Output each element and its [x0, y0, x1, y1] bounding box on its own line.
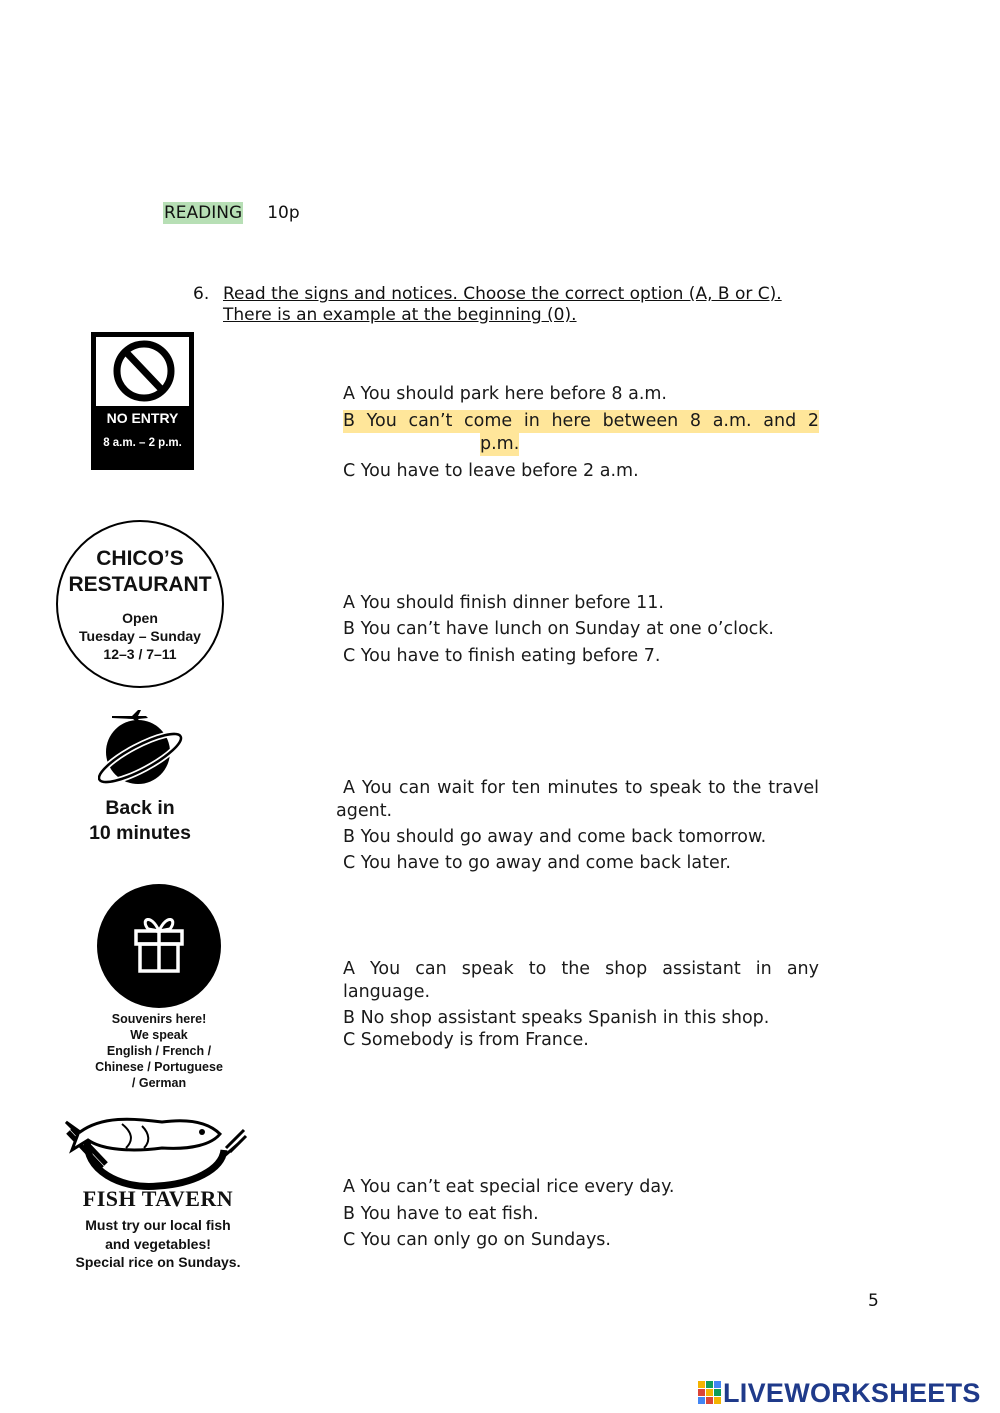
- chico-hours: 12–3 / 7–11: [103, 646, 177, 662]
- chico-days: Tuesday – Sunday: [79, 628, 201, 644]
- q3-option-c[interactable]: C Somebody is from France.: [343, 1030, 589, 1050]
- fish-line-3: Special rice on Sundays.: [75, 1254, 241, 1270]
- q1-option-a[interactable]: A You should finish dinner before 11.: [343, 593, 664, 613]
- q2-option-a[interactable]: A You can wait for ten minutes to speak to the travel agent.: [336, 778, 819, 821]
- travel-line-1: Back in: [105, 797, 175, 819]
- fish-plate-icon: [62, 1110, 248, 1192]
- souvenirs-line-1: Souvenirs here!: [111, 1012, 207, 1026]
- fish-line-1: Must try our local fish: [85, 1217, 231, 1233]
- gift-icon: [96, 883, 222, 1009]
- q1-option-b[interactable]: B You can’t have lunch on Sunday at one o’clock.: [343, 619, 774, 639]
- q3-option-a[interactable]: A You can speak to the shop assistant in any language.: [343, 959, 819, 1002]
- chico-name-1: CHICO’S: [96, 547, 184, 570]
- no-entry-title: NO ENTRY: [106, 410, 179, 426]
- q0-option-b-line2: p.m.: [480, 434, 520, 454]
- no-entry-sign: [91, 332, 194, 470]
- q4-option-a[interactable]: A You can’t eat special rice every day.: [343, 1177, 675, 1197]
- q0-option-b[interactable]: [343, 410, 819, 433]
- travel-sign-text: [70, 796, 210, 846]
- q2-option-c[interactable]: C You have to go away and come back later.: [343, 853, 731, 873]
- q0-option-a[interactable]: A You should park here before 8 a.m.: [343, 384, 667, 404]
- fish-line-2: and vegetables!: [105, 1235, 211, 1252]
- logo-icon: [698, 1381, 722, 1405]
- section-points: 10p: [267, 203, 300, 223]
- logo-text: LIVEWORKSHEETS: [723, 1378, 981, 1408]
- chico-name-2: RESTAURANT: [68, 573, 212, 596]
- q4-option-c[interactable]: C You can only go on Sundays.: [343, 1230, 611, 1250]
- souvenirs-line-3: English / French /: [106, 1044, 212, 1058]
- globe-plane-icon: [98, 706, 190, 788]
- fish-tavern-title: FISH TAVERN: [82, 1186, 234, 1211]
- fish-sign-text: [60, 1216, 256, 1272]
- q2-option-b[interactable]: B You should go away and come back tomorrow.: [343, 827, 767, 847]
- q3-option-b[interactable]: B No shop assistant speaks Spanish in this shop.: [343, 1008, 770, 1028]
- instruction-number: 6.: [193, 284, 210, 304]
- liveworksheets-logo[interactable]: [698, 1378, 981, 1409]
- page-number: 5: [868, 1291, 879, 1311]
- chicos-restaurant-sign: [56, 520, 224, 688]
- chico-open: Open: [122, 610, 158, 626]
- souvenirs-line-4: Chinese / Portuguese: [95, 1060, 223, 1074]
- souvenirs-sign-text: [74, 1011, 244, 1091]
- q4-option-b[interactable]: B You have to eat fish.: [343, 1204, 539, 1224]
- section-title: READING: [164, 203, 243, 223]
- no-entry-hours: 8 a.m. – 2 p.m.: [103, 437, 182, 449]
- q1-option-c[interactable]: C You have to finish eating before 7.: [343, 646, 661, 666]
- souvenirs-line-5: / German: [131, 1076, 187, 1090]
- no-entry-icon: [96, 337, 189, 406]
- souvenirs-line-2: We speak: [130, 1028, 188, 1042]
- travel-line-2: 10 minutes: [89, 822, 191, 844]
- q0-option-b-line1: B You can’t come in here between 8 a.m. and 2: [343, 411, 819, 431]
- instruction-text: Read the signs and notices. Choose the correct option (A, B or C). There is an example at the beginning (0).: [223, 284, 782, 325]
- section-heading: [163, 203, 300, 223]
- q0-option-c[interactable]: C You have to leave before 2 a.m.: [343, 461, 639, 481]
